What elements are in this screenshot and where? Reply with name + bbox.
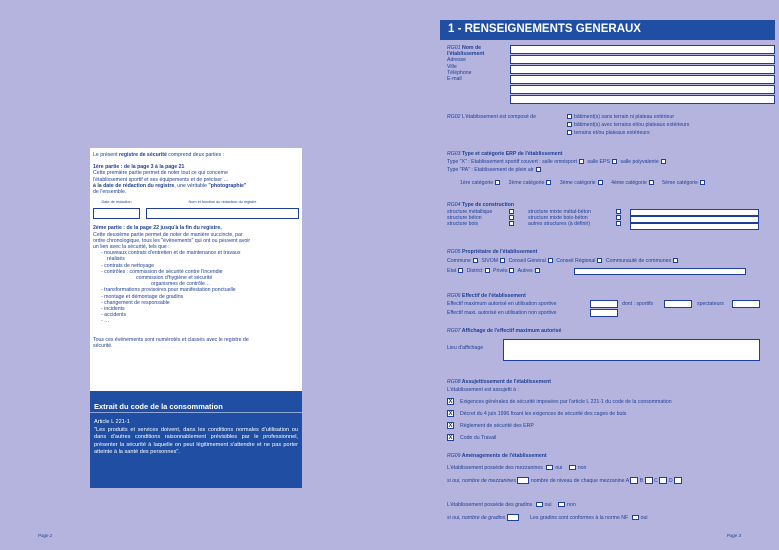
redacteur-input[interactable] [146, 208, 299, 219]
conseil-general-checkbox[interactable] [548, 258, 553, 263]
communaute-checkbox[interactable] [673, 258, 678, 263]
rg08-title: RG08 Assujettissement de l'établissement [447, 379, 551, 385]
assujettissement-item[interactable]: X Décret du 4 juin 1996 fixant les exigences de sécurité des cages de buts [448, 410, 627, 417]
proprietaire-row-1: Commune SIVOM Conseil Général Conseil Régional Communauté de communes [447, 258, 680, 264]
sportifs-label: dont : sportifs [622, 301, 654, 307]
conseil-regional-checkbox[interactable] [597, 258, 602, 263]
effectif-sportif-row: Effectif maximum autorisé en utilisation sportive [447, 301, 557, 307]
rg01-label: RG01 Nom de l'établissement Adresse Ville Téléphone E-mail [447, 45, 485, 83]
footer-text: Tous ces évènements sont numérotés et classés avec le registre de sécurité. [93, 336, 249, 349]
conso-title: Extrait du code de la consommation [90, 391, 302, 413]
ville-label: Ville [447, 63, 457, 70]
email-input[interactable] [510, 95, 775, 104]
adresse-label: Adresse [447, 57, 467, 64]
omnisport-checkbox[interactable] [579, 159, 584, 164]
commune-checkbox[interactable] [473, 258, 478, 263]
mezz-non-checkbox[interactable] [569, 465, 576, 470]
rg02-option[interactable]: bâtiment(s) sans terrain ni plateau extérieur [565, 114, 674, 120]
ville-input[interactable] [510, 75, 775, 84]
date-input[interactable] [93, 208, 140, 219]
construction-input[interactable] [630, 223, 759, 230]
construction-input[interactable] [630, 209, 759, 216]
polyvalente-checkbox[interactable] [661, 159, 666, 164]
list-item: - montage et démontage de gradins [101, 293, 184, 300]
gradins-row: L'établissement possède des gradins oui non [447, 502, 576, 508]
assujettissement-item[interactable]: X Règlement de sécurité des ERP [448, 422, 534, 429]
construction-input[interactable] [630, 216, 759, 223]
checked-checkbox[interactable]: X [448, 399, 453, 405]
list-item: - contrats de nettoyage [101, 262, 155, 269]
cat2-checkbox[interactable] [546, 180, 551, 185]
effectif-non-sportif-label: Effectif maxi. autorisé en utilisation non sportive [447, 310, 557, 316]
cat5-checkbox[interactable] [700, 180, 705, 185]
checkbox[interactable] [509, 215, 514, 220]
part2-title: 2ème partie : de la page 22 jusqu'à la fin du registre, [93, 225, 222, 232]
part1-line: Cette première partie permet de noter tout ce qui concerne [93, 170, 228, 177]
assujettissement-item[interactable]: X Code du Travail [448, 434, 497, 441]
part1-line: de l'ensemble. [93, 189, 127, 196]
cat4-checkbox[interactable] [649, 180, 654, 185]
mezzanines-detail-row: si oui, nombre de mezzanines nombre de niveau de chaque mezzanine A B C D [447, 477, 682, 484]
checkbox[interactable] [509, 221, 514, 226]
list-item: commission d'hygiène et sécurité [136, 275, 213, 282]
nb-gradins-input[interactable] [507, 514, 519, 521]
checkbox[interactable] [567, 114, 572, 119]
plein-air-checkbox[interactable] [536, 167, 541, 172]
list-item: réalisés [107, 256, 125, 263]
part1-line: l'établissement sportif et ses équipements et de préciser … [93, 176, 229, 183]
spectateurs-input[interactable] [732, 300, 760, 308]
telephone-label: Téléphone [447, 69, 472, 76]
checkbox[interactable] [616, 221, 621, 226]
norme-oui-checkbox[interactable] [632, 515, 639, 520]
autres-proprietaire-input[interactable] [574, 268, 746, 275]
type-pa-row: Type "PA" : Etablissement de plein air [447, 167, 543, 173]
part2-line: ordre chronologique, tous les "évènements" qui ont ou peuvent avoir [93, 237, 251, 244]
gradins-oui-checkbox[interactable] [536, 502, 543, 507]
list-item: - … [101, 318, 110, 325]
signature-boxes [93, 208, 299, 219]
list-item: - accidents [101, 312, 127, 319]
checkbox[interactable] [509, 209, 514, 214]
rg06-title: RG06 Effectif de l'établissement [447, 293, 526, 299]
cat3-checkbox[interactable] [598, 180, 603, 185]
rg05-title: RG05 Propriétaire de l'établissement [447, 249, 538, 255]
rg03-title: RG03 Type et catégorie ERP de l'établissement [447, 151, 563, 157]
niveau-c-input[interactable] [659, 477, 667, 484]
nb-mezzanines-input[interactable] [517, 477, 529, 484]
registre-description-card [90, 148, 302, 391]
conso-text: "Les produits et services doivent, dans les conditions normales d'utilisation ou dans d'autres conditions raisonnablement prévisibles par le professionnel, présenter la sécurité à laquelle on peut légitimement s'attendre et ne pas porter atteinte à la santé des personnes". [94, 426, 298, 456]
rg02-option[interactable]: terrains et/ou plateaux extérieurs [565, 130, 650, 136]
list-item: organismes de contrôle… [151, 281, 211, 288]
eps-checkbox[interactable] [612, 159, 617, 164]
niveau-a-input[interactable] [630, 477, 638, 484]
checked-checkbox[interactable]: X [448, 411, 453, 417]
checkbox[interactable] [567, 130, 572, 135]
prives-checkbox[interactable] [509, 268, 514, 273]
gradins-detail-row: si oui, nombre de gradins Les gradins sont conformes à la norme NF oui [447, 515, 648, 521]
part2-line: Cette deuxième partie permet de noter de manière succincte, par [93, 231, 243, 238]
rg08-subtitle: L'établissement est assujetti à : [447, 387, 519, 393]
checkbox[interactable] [616, 215, 621, 220]
gradins-non-checkbox[interactable] [558, 502, 565, 507]
signature-labels [93, 199, 299, 205]
list-item: - nouveaux contrats d'entretien et de maintenance et travaux [101, 250, 241, 257]
checkbox[interactable] [616, 209, 621, 214]
mezz-oui-checkbox[interactable] [546, 465, 553, 470]
list-item: - transformations provisoires pour manifestation ponctuelle [101, 287, 236, 294]
list-item: - contrôles : commission de sécurité contre l'incendie [101, 268, 223, 275]
section-title: 1 - RENSEIGNEMENTS GENERAUX [440, 20, 775, 40]
code-consommation-box [90, 391, 302, 488]
part1-line: à la date de rédaction du registre, une véritable "photographie" [93, 182, 247, 189]
conso-article: Article L 221-1 [94, 419, 130, 425]
part2-line: un lien avec la sécurité, tels que : [93, 244, 170, 251]
rg02-option[interactable]: bâtiment(s) avec terrains et/ou plateaux extérieurs [565, 122, 689, 128]
niveau-d-input[interactable] [674, 477, 682, 484]
district-checkbox[interactable] [485, 268, 490, 273]
nom-etablissement-input[interactable] [510, 45, 775, 54]
proprietaire-row-2: Etat District Privés Autres [447, 268, 542, 274]
list-item: - changement de responsable [101, 299, 170, 306]
effectif-sportif-input[interactable] [590, 300, 618, 308]
rg07-title: RG07 Affichage de l'effectif maximum autorisé [447, 328, 562, 334]
autres-checkbox[interactable] [535, 268, 540, 273]
email-label: E-mail [447, 76, 462, 83]
lieu-affichage-input[interactable] [503, 339, 760, 361]
sivom-checkbox[interactable] [500, 258, 505, 263]
intro-text: Le présent registre de sécurité comprend deux parties : [93, 152, 224, 158]
events-list [93, 250, 299, 324]
redacteur-label: Nom et fonction du rédacteur du registre [188, 200, 257, 205]
checked-checkbox[interactable]: X [448, 423, 453, 429]
effectif-non-sportif-input[interactable] [590, 309, 618, 317]
checkbox[interactable] [567, 122, 572, 127]
nom-etablissement-input-2[interactable] [510, 55, 775, 64]
rg04-col1: structure métallique structure béton structure bois [447, 209, 516, 228]
checked-checkbox[interactable]: X [448, 435, 453, 441]
type-x-row: Type "X" : Etablissement sportif couvert : salle omnisport salle EPS salle polyvalente [447, 159, 668, 165]
rg09-title: RG09 Aménagements de l'établissement [447, 453, 547, 459]
categorie-row: 1ère catégorie 2ème catégorie 3ème catégorie 4ème catégorie 5ème catégorie [460, 180, 707, 186]
telephone-input[interactable] [510, 85, 775, 94]
assujettissement-item[interactable]: X Exigences générales de sécurité imposées par l'article L 221-1 du code de la consommation [448, 398, 672, 405]
rg04-col2: structure mixte métal-béton structure mixte bois-béton autres structures (à définir) [528, 209, 623, 228]
page-number-left: Page 2 [38, 533, 53, 538]
page-number-right: Page 3 [726, 533, 741, 538]
sportifs-input[interactable] [664, 300, 692, 308]
lieu-affichage-label: Lieu d'affichage [447, 345, 484, 351]
part1-title: 1ère partie : de la page 3 à la page 21 [93, 164, 185, 171]
cat1-checkbox[interactable] [495, 180, 500, 185]
rg04-title: RG04 Type de construction [447, 202, 515, 208]
list-item: - incidents [101, 306, 125, 313]
date-label: Date de rédaction [101, 200, 132, 205]
spectateurs-label: spectateurs [697, 301, 724, 307]
etat-checkbox[interactable] [458, 268, 463, 273]
niveau-b-input[interactable] [645, 477, 653, 484]
adresse-input[interactable] [510, 65, 775, 74]
rg02-label: RG02 L'établissement est composé de [447, 114, 536, 120]
mezzanines-row: L'établissement possède des mezzanines oui non [447, 465, 587, 471]
